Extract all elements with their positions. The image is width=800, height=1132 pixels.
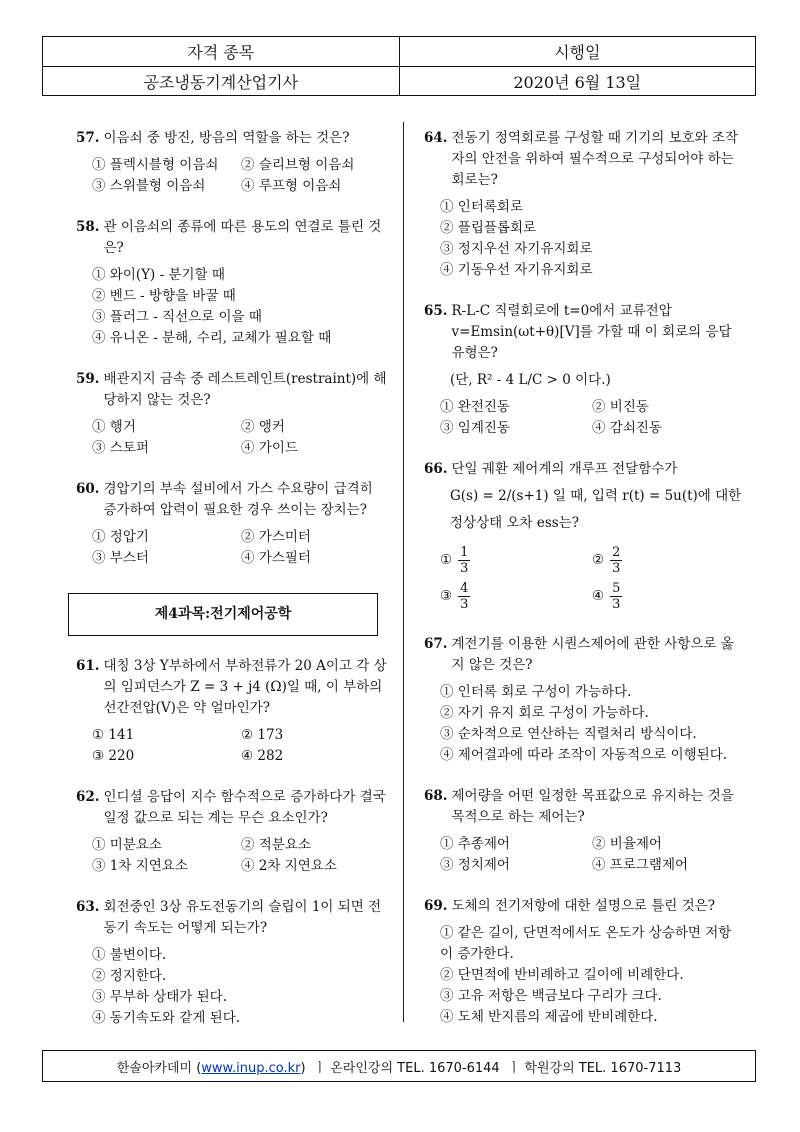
- exam-header-table: [42, 36, 756, 96]
- question-stem-2: 정상상태 오차 ess는?: [450, 515, 579, 531]
- question-number: 57.: [76, 130, 100, 146]
- choice-1: ① 정압기: [92, 529, 149, 545]
- choice-1: ① 플렉시블형 이음쇠: [92, 157, 219, 173]
- choice-3: ③ 220: [92, 748, 135, 764]
- question-stem: 인디셜 응답이 지수 함수적으로 증가하다가 결국 일정 값으로 되는 계는 무슨 요소인가?: [103, 789, 386, 826]
- choice-3: ③ 임계진동: [440, 420, 510, 436]
- choice-3: ③ 1차 지연요소: [92, 858, 188, 874]
- fraction: [458, 545, 470, 576]
- choice-4: ④ 동기속도와 같게 된다.: [92, 1010, 241, 1026]
- left-column: [76, 128, 390, 1049]
- subject-value: 공조냉동기계산업기사: [143, 73, 299, 92]
- academy-name: 한솔아카데미 (: [116, 1060, 202, 1076]
- choice-3: [440, 578, 592, 614]
- choice-mark: ②: [592, 551, 605, 568]
- choice-3: ③ 순차적으로 연산하는 직렬처리 방식이다.: [440, 726, 697, 742]
- question-58: [76, 217, 390, 349]
- choice-3: ③ 부스터: [92, 550, 149, 566]
- denominator: 3: [460, 560, 469, 576]
- choice-4: ④ 가이드: [241, 440, 298, 456]
- question-number: 63.: [76, 899, 100, 915]
- date-label: 시행일: [399, 37, 756, 66]
- question-stem: 관 이음쇠의 종류에 따른 용도의 연결로 틀린 것은?: [103, 219, 382, 256]
- fraction: [610, 545, 622, 576]
- choice-2: ② 슬리브형 이음쇠: [241, 157, 355, 173]
- choice-mark: ①: [440, 551, 453, 568]
- question-stem: 회전중인 3상 유도전동기의 슬립이 1이 되면 전동기 속도는 어떻게 되는가?: [103, 899, 382, 936]
- fraction: [610, 581, 622, 612]
- choice-3: ③ 플러그 - 직선으로 이을 때: [92, 309, 262, 325]
- question-number: 69.: [424, 898, 448, 914]
- choice-2: ② 앵커: [241, 419, 285, 435]
- choice-1: ① 불변이다.: [92, 947, 167, 963]
- question-number: 59.: [76, 371, 100, 387]
- choice-4: ④ 2차 지연요소: [241, 858, 337, 874]
- choice-1: ① 인터록 회로 구성이 가능하다.: [440, 684, 632, 700]
- choice-4: ④ 282: [241, 748, 284, 764]
- question-57: [76, 128, 390, 197]
- subject-label: 자격 종목: [187, 43, 255, 62]
- choice-4: ④ 프로그램제어: [592, 857, 689, 873]
- footer-offline-phone: ㅣ 학원강의 TEL. 1670-7113: [507, 1060, 682, 1076]
- denominator: 3: [460, 596, 469, 612]
- question-stem: 계전기를 이용한 시퀀스제어에 관한 사항으로 옳지 않은 것은?: [451, 636, 734, 673]
- question-stem: 도체의 전기저항에 대한 설명으로 틀린 것은?: [451, 898, 715, 914]
- choice-2: ② 비진동: [592, 399, 649, 415]
- choice-1: ① 같은 길이, 단면적에서도 온도가 상승하면 저항이 증가한다.: [440, 925, 732, 962]
- choice-mark: ④: [592, 587, 605, 604]
- question-61: [76, 656, 390, 767]
- choice-4: ④ 도체 반지름의 제곱에 반비례한다.: [440, 1009, 658, 1025]
- academy-name-close: ): [300, 1060, 306, 1076]
- choice-4: ④ 유니온 - 분해, 수리, 교체가 필요할 때: [92, 330, 332, 346]
- academy-link[interactable]: www.inup.co.kr: [201, 1060, 301, 1076]
- choice-3: ③ 스토퍼: [92, 440, 149, 456]
- numerator: 2: [612, 544, 621, 560]
- choice-1: ① 인터록회로: [440, 199, 523, 215]
- numerator: 5: [612, 580, 621, 596]
- question-stem: 대칭 3상 Y부하에서 부하전류가 20 A이고 각 상의 임피던스가 Z = 3 + j4 (Ω)일 때, 이 부하의 선간전압(V)은 약 얼마인가?: [103, 658, 387, 716]
- question-69: [424, 896, 744, 1028]
- question-stem: 배관지지 금속 중 레스트레인트(restraint)에 해당하지 않는 것은?: [103, 371, 387, 408]
- choice-4: [592, 578, 744, 614]
- question-number: 64.: [424, 130, 448, 146]
- date-value: 2020년 6월 13일: [399, 67, 756, 96]
- question-stem: 이음쇠 중 방진, 방음의 역할을 하는 것은?: [103, 130, 350, 146]
- numerator: 1: [460, 544, 469, 560]
- choice-2: ② 자기 유지 회로 구성이 가능하다.: [440, 705, 649, 721]
- question-60: [76, 479, 390, 569]
- choice-2: [592, 542, 744, 578]
- question-formula: G(s) = 2/(s+1) 일 때, 입력 r(t) = 5u(t)에 대한: [450, 488, 742, 504]
- denominator: 3: [612, 560, 621, 576]
- choice-4: ④ 가스필터: [241, 550, 311, 566]
- choice-2: ② 가스미터: [241, 529, 311, 545]
- choice-4: ④ 제어결과에 따라 조작이 자동적으로 이행된다.: [440, 747, 728, 763]
- question-66: [424, 459, 744, 614]
- choice-2: ② 정지한다.: [92, 968, 167, 984]
- choice-4: ④ 기동우선 자기유지회로: [440, 262, 593, 278]
- denominator: 3: [612, 596, 621, 612]
- choice-2: ② 벤드 - 방향을 바꿀 때: [92, 288, 236, 304]
- choice-3: ③ 정치제어: [440, 857, 510, 873]
- question-63: [76, 897, 390, 1029]
- question-67: [424, 634, 744, 766]
- column-divider: [403, 122, 404, 1022]
- choice-2: ② 비율제어: [592, 836, 662, 852]
- choice-1: ① 완전진동: [440, 399, 510, 415]
- choice-4: ④ 감쇠진동: [592, 420, 662, 436]
- question-59: [76, 369, 390, 459]
- question-condition: (단, R² - 4 L/C > 0 이다.): [450, 372, 611, 388]
- choice-1: [440, 542, 592, 578]
- choice-1: ① 141: [92, 727, 135, 743]
- choice-2: ② 단면적에 반비례하고 길이에 비례한다.: [440, 967, 684, 983]
- choice-3: ③ 정지우선 자기유지회로: [440, 241, 593, 257]
- question-stem: 경압기의 부속 설비에서 가스 수요량이 급격히 증가하여 압력이 필요한 경우 쓰이는 장치는?: [103, 481, 373, 518]
- choice-4: ④ 루프형 이음쇠: [241, 178, 342, 194]
- question-stem: 단일 궤환 제어계의 개루프 전달함수가: [451, 461, 678, 477]
- question-62: [76, 787, 390, 877]
- choice-3: ③ 스위블형 이음쇠: [92, 178, 206, 194]
- question-number: 58.: [76, 219, 100, 235]
- question-64: [424, 128, 744, 281]
- question-number: 66.: [424, 461, 448, 477]
- question-number: 61.: [76, 658, 100, 674]
- question-stem: 제어량을 어떤 일정한 목표값으로 유지하는 것을 목적으로 하는 제어는?: [451, 788, 734, 825]
- choice-2: ② 플립플롭회로: [440, 220, 537, 236]
- choice-1: ① 추종제어: [440, 836, 510, 852]
- section-title: 제4과목:전기제어공학: [68, 593, 378, 636]
- fraction: [458, 581, 470, 612]
- choice-3: ③ 고유 저항은 백금보다 구리가 크다.: [440, 988, 662, 1004]
- footer-bar: [42, 1050, 756, 1082]
- choice-1: ① 미분요소: [92, 837, 162, 853]
- right-column: [424, 128, 744, 1048]
- footer-online-phone: ㅣ 온라인강의 TEL. 1670-6144: [313, 1060, 500, 1076]
- choice-3: ③ 무부하 상태가 된다.: [92, 989, 227, 1005]
- question-stem: 전동기 정역회로를 구성할 때 기기의 보호와 조작자의 안전을 위하여 필수적으로 구성되어야 하는 회로는?: [451, 130, 739, 188]
- question-number: 62.: [76, 789, 100, 805]
- numerator: 4: [460, 580, 469, 596]
- choice-mark: ③: [440, 587, 453, 604]
- question-65: [424, 301, 744, 439]
- choice-2: ② 173: [241, 727, 284, 743]
- footer-academy: [117, 1057, 306, 1076]
- question-68: [424, 786, 744, 876]
- question-stem: R-L-C 직렬회로에 t=0에서 교류전압 v=Emsin(ωt+θ)[V]를 가할 때 이 회로의 응답유형은?: [451, 303, 732, 361]
- question-number: 60.: [76, 481, 100, 497]
- question-number: 68.: [424, 788, 448, 804]
- choice-1: ① 와이(Y) - 분기할 때: [92, 267, 225, 283]
- question-number: 65.: [424, 303, 448, 319]
- choice-2: ② 적분요소: [241, 837, 311, 853]
- question-number: 67.: [424, 636, 448, 652]
- choice-1: ① 행거: [92, 419, 136, 435]
